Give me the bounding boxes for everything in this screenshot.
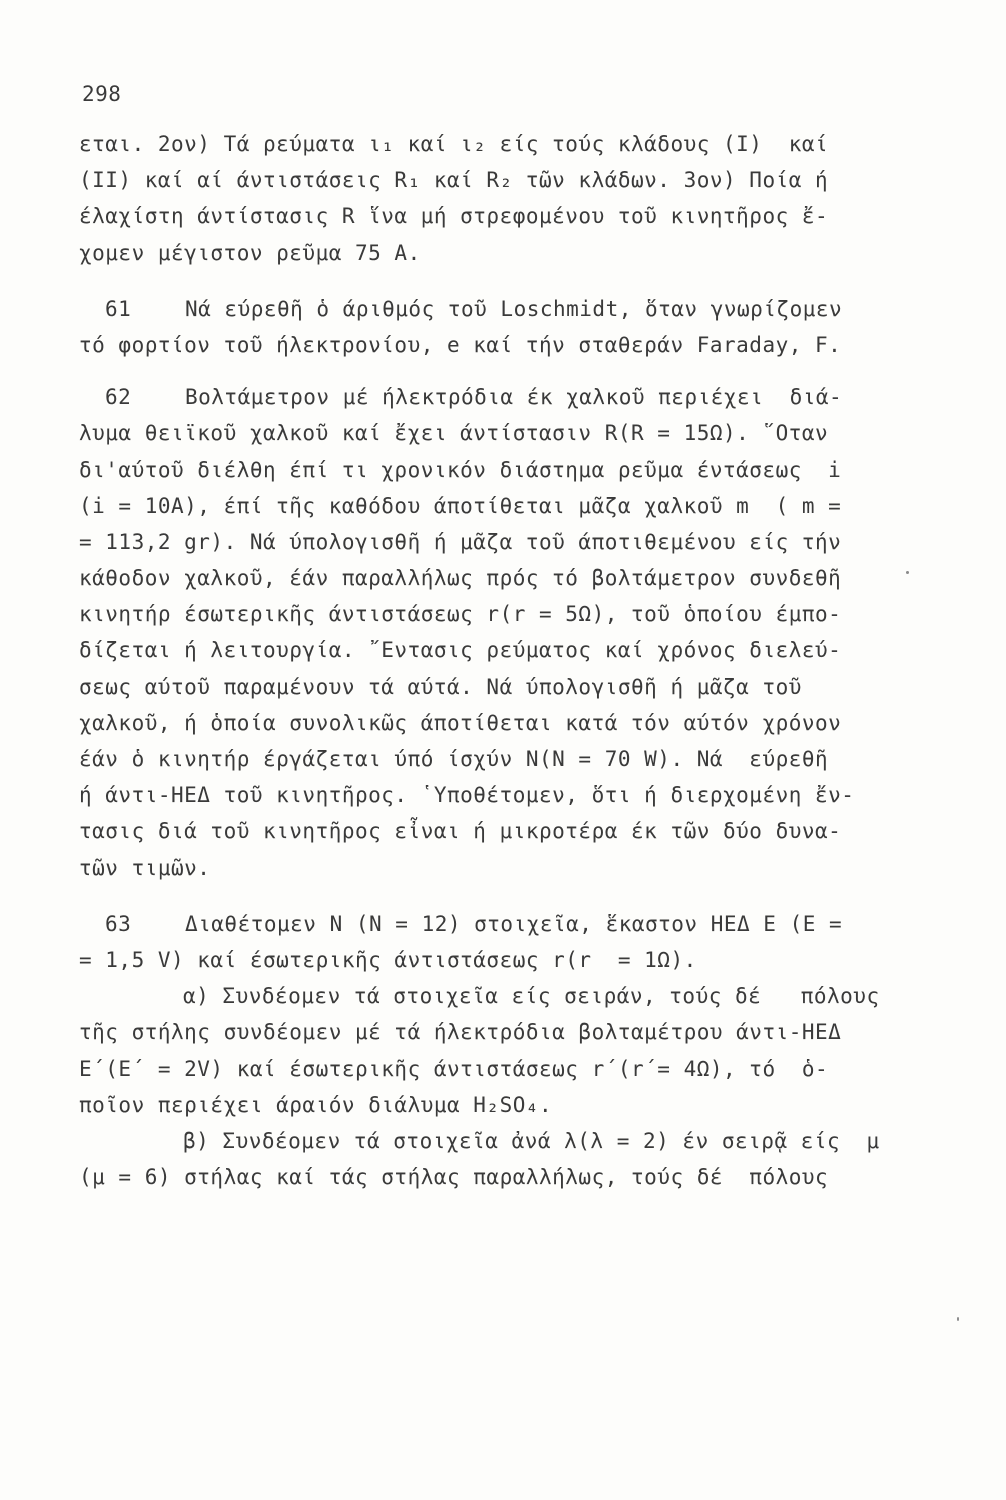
problem-number: 61	[105, 296, 132, 321]
continuation-paragraph	[79, 126, 919, 271]
text-line: (μ = 6) στήλας καί τάς στήλας παραλλήλως, τούς δέ πόλους	[79, 1165, 829, 1190]
problem-first-line	[79, 291, 919, 327]
text-line: λυμα θειϊκοῦ χαλκοῦ καί ἔχει άντίστασιν R(R = 15Ω). ῞Οταν	[79, 421, 829, 446]
paragraph-gap	[79, 886, 919, 906]
scan-speck	[957, 1317, 959, 1321]
text-line: κάθοδον χαλκοῦ, έάν παραλλήλως πρός τό βολτάμετρον συνδεθῆ	[79, 566, 842, 591]
text-line: εται. 2ον) Τά ρεύματα ι₁ καί ι₂ είς τούς κλάδους (Ι) καί	[79, 132, 829, 156]
text-line: τό φορτίον τοῦ ήλεκτρονίου, e καί τήν σταθεράν Faraday, F.	[79, 332, 842, 357]
text-line: δίζεται ή λειτουργία. ῎Εντασις ρεύματος καί χρόνος διελεύ-	[79, 638, 842, 663]
scan-speck	[906, 571, 909, 574]
text-line: (ΙΙ) καί αί άντιστάσεις R₁ καί R₂ τῶν κλάδων. 3ον) Ποία ή	[79, 168, 829, 193]
problem-61	[79, 291, 919, 363]
page-number: 298	[82, 82, 122, 106]
problem-first-line	[79, 379, 919, 415]
text-line: δι'αύτοῦ διέλθη έπί τι χρονικόν διάστημα ρεῦμα έντάσεως i	[79, 457, 842, 482]
text-line: = 1,5 V) καί έσωτερικῆς άντιστάσεως r(r = 1Ω).	[79, 947, 697, 972]
body-text	[79, 126, 919, 1195]
problem-number: 62	[105, 385, 132, 410]
text-line: κινητήρ έσωτερικῆς άντιστάσεως r(r = 5Ω), τοῦ ὁποίου έμπο-	[79, 602, 842, 627]
text-line: χαλκοῦ, ή ὁποία συνολικῶς άποτίθεται κατά τόν αύτόν χρόνον	[79, 710, 842, 735]
text-line: τῆς στήλης συνδέομεν μέ τά ήλεκτρόδια βολταμέτρου άντι-ΗΕΔ	[79, 1020, 842, 1045]
text-line: ποῖον περιέχει άραιόν διάλυμα H₂SO₄.	[79, 1092, 553, 1117]
text-line: ή άντι-ΗΕΔ τοῦ κινητῆρος. ῾Υποθέτομεν, ὅτι ή διερχομένη ἔν-	[79, 783, 855, 808]
paragraph-gap	[79, 363, 919, 379]
problem-63	[79, 906, 919, 1196]
text-segment: Βολτάμετρον μέ ήλεκτρόδια έκ χαλκοῦ περιέχει διά-	[185, 385, 843, 410]
text-line: = 113,2 gr). Νά ύπολογισθῆ ή μᾶζα τοῦ άποτιθεμένου είς τήν	[79, 529, 842, 554]
text-line: τῶν τιμῶν.	[79, 855, 211, 880]
problem-number: 63	[105, 911, 132, 936]
text-segment: Διαθέτομεν N (N = 12) στοιχεῖα, ἕκαστον ΗΕΔ Ε (Ε =	[185, 911, 843, 936]
text-line: χομεν μέγιστον ρεῦμα 75 Α.	[79, 240, 421, 265]
text-segment: Νά εύρεθῆ ὁ άριθμός τοῦ Loschmidt, ὅταν γνωρίζομεν	[185, 296, 843, 321]
text-line: έάν ὁ κινητήρ έργάζεται ύπό ίσχύν N(N = 70 W). Νά εύρεθῆ	[79, 747, 829, 771]
text-line: Ε΄(Ε΄ = 2V) καί έσωτερικῆς άντιστάσεως r΄(r΄= 4Ω), τό ὁ-	[79, 1056, 829, 1081]
text-line: β) Συνδέομεν τά στοιχεῖα ἀνά λ(λ = 2) έν σειρᾷ είς μ	[183, 1128, 880, 1153]
text-line: α) Συνδέομεν τά στοιχεῖα είς σειράν, τούς δέ πόλους	[183, 984, 880, 1009]
text-line: τασις διά τοῦ κινητῆρος εἶναι ή μικροτέρα έκ τῶν δύο δυνα-	[79, 819, 842, 844]
paragraph-gap	[79, 271, 919, 291]
text-line: σεως αύτοῦ παραμένουν τά αύτά. Νά ύπολογισθῆ ή μᾶζα τοῦ	[79, 674, 802, 699]
text-line: έλαχίστη άντίστασις R ἵνα μή στρεφομένου τοῦ κινητῆρος ἔ-	[79, 204, 829, 229]
text-line: (i = 10A), έπί τῆς καθόδου άποτίθεται μᾶζα χαλκοῦ m ( m =	[79, 493, 842, 518]
problem-first-line	[79, 906, 919, 942]
problem-62	[79, 379, 919, 886]
